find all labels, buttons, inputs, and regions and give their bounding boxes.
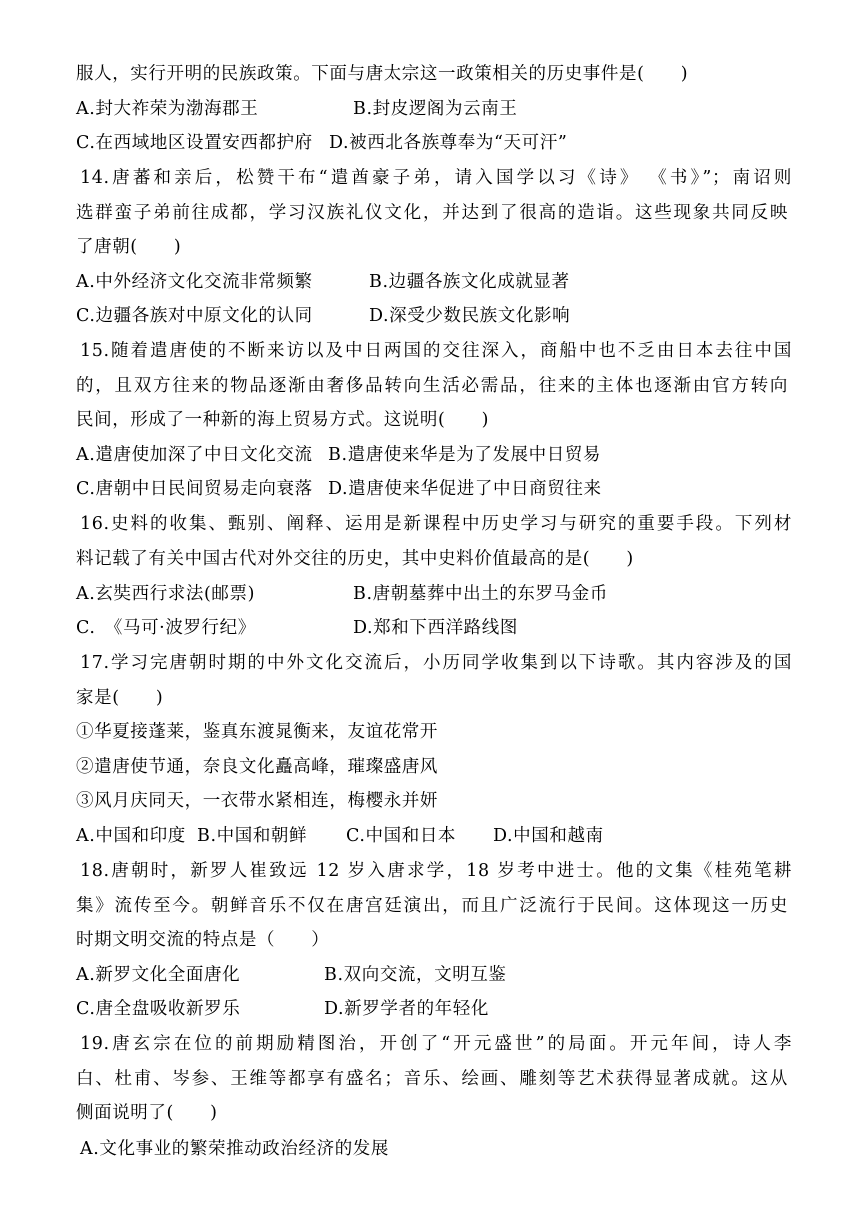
q19-option-a[interactable]: A.文化事业的繁荣推动政治经济的发展 [80, 1139, 389, 1159]
q16-option-b[interactable]: B.唐朝墓葬中出土的东罗马金币 [353, 584, 608, 604]
q15-stem-line-2: 的，且双方往来的物品逐渐由奢侈品转向生活必需品，往来的主体也逐渐由官方转向 [76, 376, 788, 396]
q14-option-a[interactable]: A.中外经济文化交流非常频繁 [76, 272, 313, 292]
q18-stem-line-1: 18.唐朝时，新罗人崔致远 12 岁入唐求学，18 岁考中进士。他的文集《桂苑笔耕 [80, 861, 792, 881]
q18-options-row-2 [76, 997, 786, 1021]
q15-stem-line-3: 民间，形成了一种新的海上贸易方式。这说明( ) [76, 410, 490, 430]
q16-option-d[interactable]: D.郑和下西洋路线图 [353, 618, 518, 638]
q18-option-a[interactable]: A.新罗文化全面唐化 [76, 965, 241, 985]
q15-options-row-2 [76, 477, 786, 501]
q13-option-b[interactable]: B.封皮逻阁为云南王 [353, 99, 518, 119]
q13-option-c[interactable]: C.在西域地区设置安西都护府 [76, 133, 313, 153]
q14-option-c[interactable]: C.边疆各族对中原文化的认同 [76, 306, 313, 326]
q13-option-a[interactable]: A.封大祚荣为渤海郡王 [76, 99, 259, 119]
q15-options-row-1 [76, 443, 786, 467]
q18-option-d[interactable]: D.新罗学者的年轻化 [324, 999, 489, 1019]
q13-stem-continuation: 服人，实行开明的民族政策。下面与唐太宗这一政策相关的历史事件是( ) [76, 64, 689, 84]
q15-option-d[interactable]: D.遣唐使来华促进了中日商贸往来 [328, 479, 602, 499]
q17-options-row [76, 824, 786, 848]
q14-option-d[interactable]: D.深受少数民族文化影响 [369, 306, 571, 326]
q15-option-a[interactable]: A.遣唐使加深了中日文化交流 [76, 445, 313, 465]
q14-options-row-1 [76, 270, 786, 294]
q13-options-row-2 [76, 131, 786, 155]
q19-stem-line-2: 白、杜甫、岑参、王维等都享有盛名；音乐、绘画、雕刻等艺术获得显著成就。这从 [76, 1069, 788, 1089]
q15-option-b[interactable]: B.遣唐使来华是为了发展中日贸易 [328, 445, 602, 465]
q16-stem-line-1: 16.史料的收集、甄别、阐释、运用是新课程中历史学习与研究的重要手段。下列材 [80, 514, 792, 534]
q16-option-c[interactable]: C. 《马可·波罗行纪》 [76, 618, 256, 638]
q14-option-b[interactable]: B.边疆各族文化成就显著 [369, 272, 570, 292]
q16-option-a[interactable]: A.玄奘西行求法(邮票) [76, 584, 256, 604]
q14-options-row-2 [76, 304, 786, 328]
q17-option-d[interactable]: D.中国和越南 [493, 826, 604, 846]
q18-stem-line-2: 集》流传至今。朝鲜音乐不仅在唐宫廷演出，而且广泛流行于民间。这体现这一历史 [76, 896, 788, 916]
q16-options-row-1 [76, 582, 786, 606]
q14-stem-line-2: 选群蛮子弟前往成都，学习汉族礼仪文化，并达到了很高的造诣。这些现象共同反映 [76, 203, 788, 223]
q13-options-row-1 [76, 97, 786, 121]
q14-stem-line-3: 了唐朝( ) [76, 237, 182, 257]
q17-option-c[interactable]: C.中国和日本 [346, 826, 457, 846]
q19-stem-line-1: 19.唐玄宗在位的前期励精图治，开创了“开元盛世”的局面。开元年间，诗人李 [80, 1034, 792, 1054]
q17-poem-2: ②遣唐使节通，奈良文化矗高峰，璀璨盛唐风 [76, 757, 438, 777]
q15-stem-line-1: 15.随着遣唐使的不断来访以及中日两国的交往深入，商船中也不乏由日本去往中国 [80, 341, 792, 361]
q15-option-c[interactable]: C.唐朝中日民间贸易走向衰落 [76, 479, 313, 499]
q17-option-a[interactable]: A.中国和印度 [76, 826, 186, 846]
q18-option-b[interactable]: B.双向交流，文明互鉴 [324, 965, 507, 985]
q17-option-b[interactable]: B.中国和朝鲜 [197, 826, 308, 846]
q13-option-d[interactable]: D.被西北各族尊奉为“天可汗” [329, 133, 568, 153]
q18-option-c[interactable]: C.唐全盘吸收新罗乐 [76, 999, 241, 1019]
q17-stem-line-1: 17.学习完唐朝时期的中外文化交流后，小历同学收集到以下诗歌。其内容涉及的国 [80, 653, 792, 673]
q18-stem-line-3: 时期文明交流的特点是（ ） [76, 930, 330, 950]
q16-options-row-2 [76, 616, 786, 640]
q18-options-row-1 [76, 963, 786, 987]
q17-poem-1: ①华夏接蓬莱，鉴真东渡晁衡来，友谊花常开 [76, 722, 438, 742]
q19-stem-line-3: 侧面说明了( ) [76, 1103, 218, 1123]
q16-stem-line-2: 料记载了有关中国古代对外交往的历史，其中史料价值最高的是( ) [76, 549, 634, 569]
q17-poem-3: ③风月庆同天，一衣带水紧相连，梅樱永并妍 [76, 791, 438, 811]
q14-stem-line-1: 14.唐蕃和亲后，松赞干布“遣酋豪子弟，请入国学以习《诗》 《书》”；南诏则 [80, 168, 792, 188]
q17-stem-line-2: 家是( ) [76, 688, 164, 708]
